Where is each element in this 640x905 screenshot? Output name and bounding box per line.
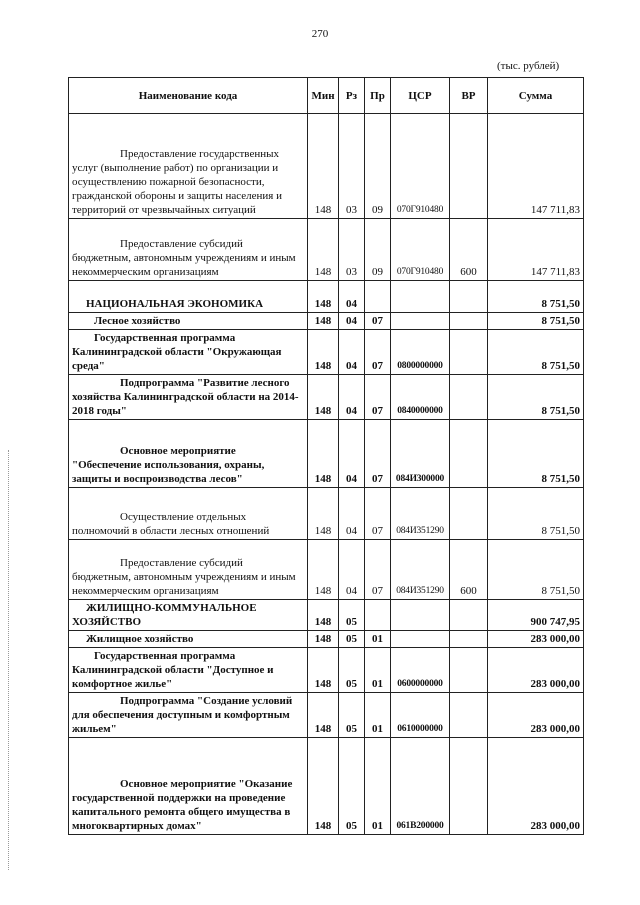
row-min: 148 <box>308 600 339 631</box>
header-row <box>69 78 584 114</box>
units-label: (тыс. рублей) <box>497 60 560 72</box>
table-row <box>69 648 584 693</box>
row-min: 148 <box>308 281 339 313</box>
row-name: Предоставление субсидий бюджетным, автономным учреждениям и иным некоммерческим организациям <box>69 540 308 600</box>
table-row <box>69 330 584 375</box>
header-pr: Пр <box>365 78 391 114</box>
row-csr: 070Г910480 <box>391 114 450 219</box>
row-min: 148 <box>308 313 339 330</box>
row-sum: 147 711,83 <box>488 114 584 219</box>
row-sum: 8 751,50 <box>488 330 584 375</box>
row-name: НАЦИОНАЛЬНАЯ ЭКОНОМИКА <box>69 281 308 313</box>
row-min: 148 <box>308 330 339 375</box>
budget-table <box>68 77 584 835</box>
row-min: 148 <box>308 219 339 281</box>
row-name: Жилищное хозяйство <box>69 631 308 648</box>
row-name: Государственная программа Калининградской области "Окружающая среда" <box>69 330 308 375</box>
row-csr: 0800000000 <box>391 330 450 375</box>
row-pr: 01 <box>365 631 391 648</box>
row-sum: 8 751,50 <box>488 375 584 420</box>
row-name: Государственная программа Калининградской области "Доступное и комфортное жилье" <box>69 648 308 693</box>
row-name: Лесное хозяйство <box>69 313 308 330</box>
header-min: Мин <box>308 78 339 114</box>
row-sum: 8 751,50 <box>488 488 584 540</box>
row-pr: 01 <box>365 738 391 835</box>
row-csr: 0610000000 <box>391 693 450 738</box>
table-row <box>69 114 584 219</box>
row-pr: 09 <box>365 114 391 219</box>
row-name: Подпрограмма "Развитие лесного хозяйства Калининградской области на 2014-2018 годы" <box>69 375 308 420</box>
header-csr: ЦСР <box>391 78 450 114</box>
page-number: 270 <box>311 28 329 40</box>
row-rz: 05 <box>339 631 365 648</box>
row-vr <box>450 693 488 738</box>
row-sum: 283 000,00 <box>488 648 584 693</box>
row-rz: 03 <box>339 219 365 281</box>
row-min: 148 <box>308 375 339 420</box>
margin-mark <box>8 450 10 870</box>
row-csr: 084И351290 <box>391 488 450 540</box>
row-csr <box>391 631 450 648</box>
table-row <box>69 313 584 330</box>
row-rz: 05 <box>339 693 365 738</box>
row-pr: 07 <box>365 540 391 600</box>
row-min: 148 <box>308 540 339 600</box>
row-csr: 070Г910480 <box>391 219 450 281</box>
row-sum: 283 000,00 <box>488 738 584 835</box>
row-rz: 05 <box>339 648 365 693</box>
row-min: 148 <box>308 114 339 219</box>
row-vr <box>450 281 488 313</box>
table-row <box>69 375 584 420</box>
table-row <box>69 693 584 738</box>
table-row <box>69 219 584 281</box>
row-vr <box>450 420 488 488</box>
row-rz: 05 <box>339 738 365 835</box>
row-pr <box>365 281 391 313</box>
row-pr: 01 <box>365 693 391 738</box>
row-name: Предоставление субсидий бюджетным, автономным учреждениям и иным некоммерческим организациям <box>69 219 308 281</box>
row-vr <box>450 114 488 219</box>
table-row <box>69 738 584 835</box>
row-min: 148 <box>308 738 339 835</box>
row-rz: 04 <box>339 540 365 600</box>
row-sum: 283 000,00 <box>488 693 584 738</box>
row-sum: 8 751,50 <box>488 540 584 600</box>
row-vr <box>450 488 488 540</box>
table-row <box>69 488 584 540</box>
row-rz: 05 <box>339 600 365 631</box>
row-csr: 084И351290 <box>391 540 450 600</box>
row-vr <box>450 375 488 420</box>
row-pr: 09 <box>365 219 391 281</box>
row-sum: 8 751,50 <box>488 281 584 313</box>
row-csr: 061В200000 <box>391 738 450 835</box>
row-name: Подпрограмма "Создание условий для обеспечения доступным и комфортным жильем" <box>69 693 308 738</box>
row-vr: 600 <box>450 540 488 600</box>
row-vr <box>450 600 488 631</box>
row-csr <box>391 313 450 330</box>
row-sum: 900 747,95 <box>488 600 584 631</box>
table-row <box>69 631 584 648</box>
row-sum: 8 751,50 <box>488 313 584 330</box>
row-vr <box>450 648 488 693</box>
row-rz: 04 <box>339 420 365 488</box>
row-sum: 147 711,83 <box>488 219 584 281</box>
row-min: 148 <box>308 648 339 693</box>
row-csr <box>391 600 450 631</box>
header-vr: ВР <box>450 78 488 114</box>
row-name: Основное мероприятие "Оказание государственной поддержки на проведение капитального ремонта общего имущества в многоквартирных домах" <box>69 738 308 835</box>
table-row <box>69 540 584 600</box>
table-row <box>69 600 584 631</box>
header-sum: Сумма <box>488 78 584 114</box>
row-min: 148 <box>308 631 339 648</box>
row-sum: 8 751,50 <box>488 420 584 488</box>
row-vr <box>450 631 488 648</box>
row-min: 148 <box>308 488 339 540</box>
row-min: 148 <box>308 693 339 738</box>
row-name: ЖИЛИЩНО-КОММУНАЛЬНОЕ ХОЗЯЙСТВО <box>69 600 308 631</box>
row-pr: 07 <box>365 420 391 488</box>
row-rz: 04 <box>339 375 365 420</box>
row-pr: 07 <box>365 313 391 330</box>
row-sum: 283 000,00 <box>488 631 584 648</box>
row-vr <box>450 738 488 835</box>
row-rz: 03 <box>339 114 365 219</box>
row-vr <box>450 330 488 375</box>
row-name: Предоставление государственных услуг (выполнение работ) по организации и осуществлению пожарной безопасности, гражданской обороны и защиты населения и территорий от чрезвычайных ситуаций <box>69 114 308 219</box>
row-rz: 04 <box>339 281 365 313</box>
row-pr: 01 <box>365 648 391 693</box>
row-rz: 04 <box>339 313 365 330</box>
row-name: Основное мероприятие "Обеспечение использования, охраны, защиты и воспроизводства лесов" <box>69 420 308 488</box>
row-name: Осуществление отдельных полномочий в области лесных отношений <box>69 488 308 540</box>
row-rz: 04 <box>339 330 365 375</box>
row-vr: 600 <box>450 219 488 281</box>
row-csr <box>391 281 450 313</box>
table-row <box>69 420 584 488</box>
row-pr <box>365 600 391 631</box>
row-rz: 04 <box>339 488 365 540</box>
row-pr: 07 <box>365 488 391 540</box>
header-rz: Рз <box>339 78 365 114</box>
row-pr: 07 <box>365 330 391 375</box>
row-csr: 0840000000 <box>391 375 450 420</box>
row-csr: 084И300000 <box>391 420 450 488</box>
row-min: 148 <box>308 420 339 488</box>
row-vr <box>450 313 488 330</box>
row-csr: 0600000000 <box>391 648 450 693</box>
row-pr: 07 <box>365 375 391 420</box>
table-row <box>69 281 584 313</box>
header-name: Наименование кода <box>69 78 308 114</box>
